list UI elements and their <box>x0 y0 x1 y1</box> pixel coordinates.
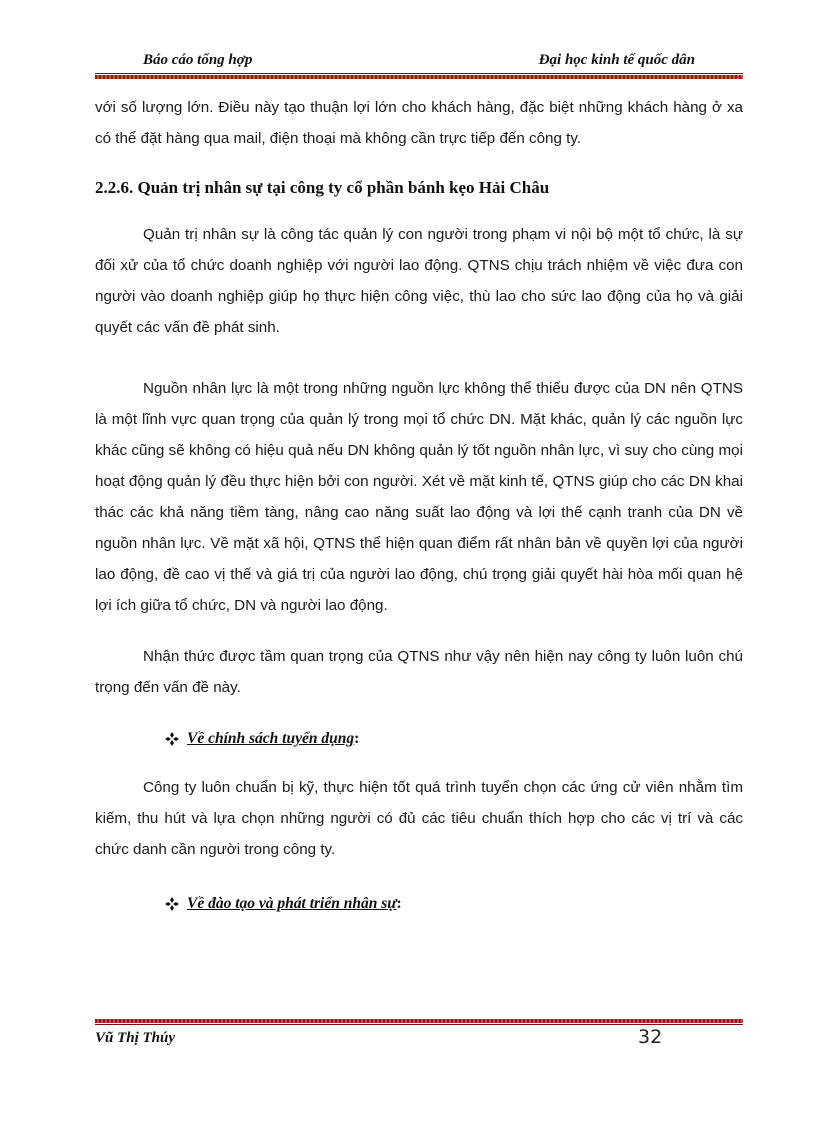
footer-rule <box>95 1019 743 1026</box>
subheading-training <box>165 895 402 913</box>
paragraph-text: Công ty luôn chuẩn bị kỹ, thực hiện tốt quá trình tuyển chọn các ứng cử viên nhằm tìm kiếm, thu hút và lựa chọn những người có đủ các tiêu chuẩn thích hợp cho các vị trí và các chức danh cần người trong công ty. <box>95 779 743 858</box>
subheading-recruitment <box>165 730 359 748</box>
paragraph-recruitment <box>95 772 743 865</box>
subheading-suffix: : <box>396 895 402 912</box>
footer-author: Vũ Thị Thúy <box>95 1030 176 1046</box>
continuation-text: với số lượng lớn. Điều này tạo thuận lợi lớn cho khách hàng, đặc biệt những khách hàng ở xa có thể đặt hàng qua mail, điện thoại mà không cần trực tiếp đến công ty. <box>95 99 743 147</box>
four-diamond-bullet-icon <box>165 732 179 746</box>
paragraph-text: Nguồn nhân lực là một trong những nguồn lực không thể thiếu được của DN nên QTNS là một lĩnh vực quan trọng của quản lý trong mọi tổ chức DN. Mặt khác, quản lý các nguồn lực khác cũng sẽ không có hiệu quả nếu DN không quản lý tốt nguồn nhân lực, vì suy cho cùng mọi hoạt động quản lý đều thực hiện bởi con người. Xét về mặt kinh tế, QTNS giúp cho các DN khai thác các khả năng tiềm tàng, nâng cao năng suất lao động và lợi thế cạnh tranh của DN về nguồn nhân lực. Về mặt xã hội, QTNS thể hiện quan điểm rất nhân bản về quyền lợi của người lao động, đề cao vị thế và giá trị của người lao động, chú trọng giải quyết hài hòa mối quan hệ lợi ích giữa tổ chức, DN và người lao động. <box>95 380 743 614</box>
paragraph-2 <box>95 373 743 621</box>
paragraph-text: Nhận thức được tầm quan trọng của QTNS như vậy nên hiện nay công ty luôn luôn chú trọng đến vấn đề này. <box>95 648 743 696</box>
paragraph-text: Quản trị nhân sự là công tác quản lý con người trong phạm vi nội bộ một tổ chức, là sự đối xử của tổ chức doanh nghiệp với người lao động. QTNS chịu trách nhiệm về việc đưa con người vào doanh nghiệp giúp họ thực hiện công việc, thù lao cho sức lao động của họ và giải quyết các vấn đề phát sinh. <box>95 226 743 336</box>
header-rule <box>95 73 743 79</box>
page-header <box>95 50 743 74</box>
subheading-label: Về đào tạo và phát triển nhân sự <box>187 895 397 912</box>
section-title: 2.2.6. Quản trị nhân sự tại công ty cổ phần bánh kẹo Hải Châu <box>95 178 550 197</box>
paragraph-3 <box>95 641 743 703</box>
subheading-suffix: : <box>354 730 360 747</box>
subheading-label: Về chính sách tuyển dụng <box>187 730 355 747</box>
four-diamond-bullet-icon <box>165 897 179 911</box>
paragraph-1 <box>95 219 743 343</box>
continuation-paragraph <box>95 92 743 154</box>
header-report-title: Báo cáo tổng hợp <box>143 52 253 68</box>
page-number: 32 <box>638 1026 663 1048</box>
header-university-name: Đại học kinh tế quốc dân <box>538 52 695 68</box>
